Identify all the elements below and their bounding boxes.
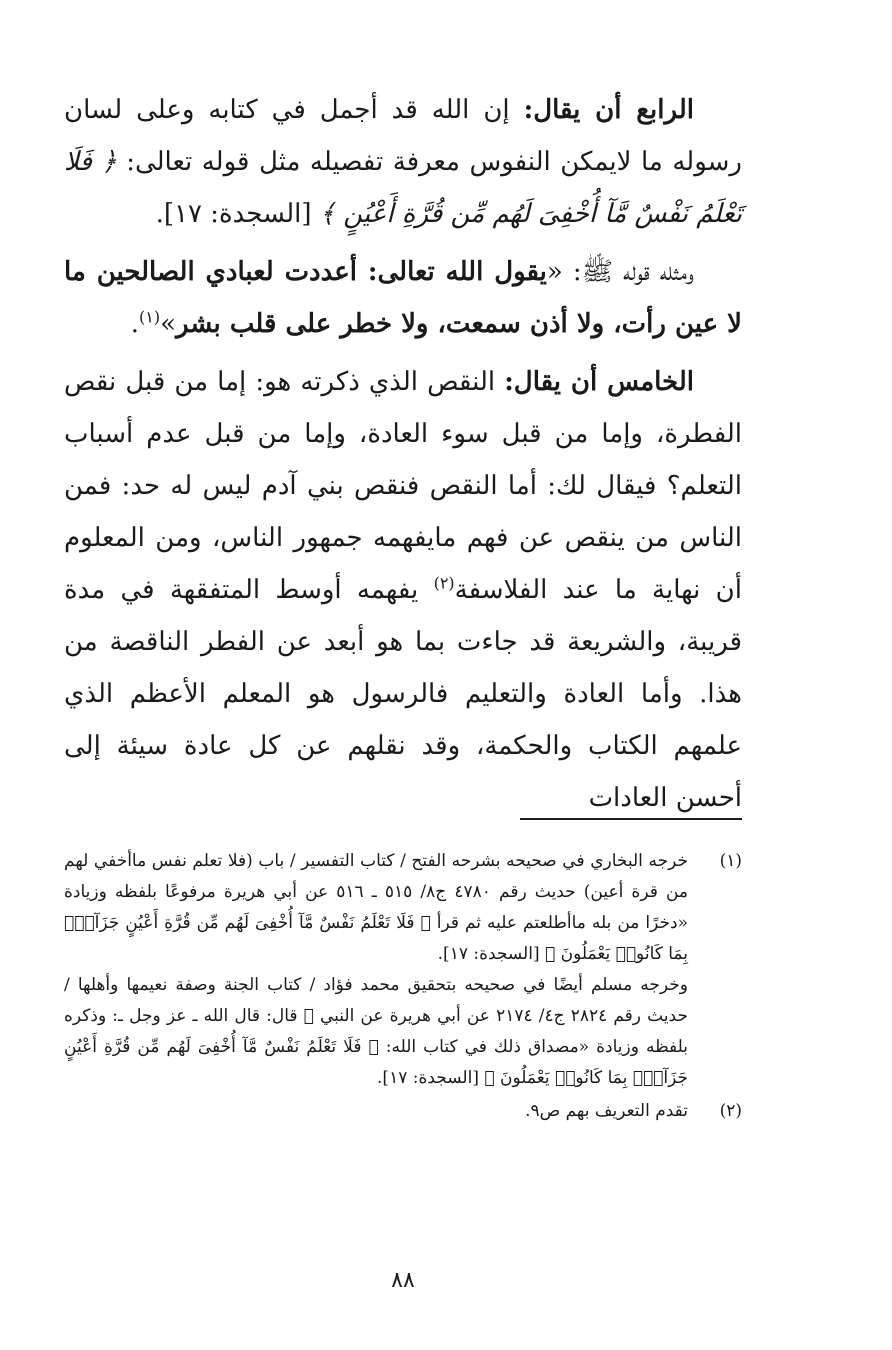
footnote-1	[64, 846, 742, 1094]
footnote-text: خرجه البخاري في صحيحه بشرحه الفتح / كتاب التفسير / باب (فلا تعلم نفس ماأخفي لهم من قرة أعين) حديث رقم ٤٧٨٠ ج٨/ ٥١٥ ـ ٥١٦ عن أبي هريرة مرفوعًا بلفظه وزيادة «دخرًا من بله ماأطلعتم عليه ثم قرأ ﴿ فَلَا تَعْلَمُ نَفْسٌ مَّآ أُخْفِىَ لَهُم مِّن قُرَّةِ أَعْيُنٍ جَزَآءًۢ بِمَا كَانُوا۟ يَعْمَلُونَ ﴾ [السجدة: ١٧].	[64, 851, 688, 964]
paragraph-fifth	[64, 356, 742, 824]
paragraph-lead: الخامس أن يقال:	[504, 367, 694, 397]
paragraph-text: النقص الذي ذكرته هو: إما من قبل نقص الفطرة، وإما من قبل سوء العادة، وإما من قبل عدم أسباب التعلم؟ فيقال لك: أما النقص فنقص بني آدم ليس له حد: فمن الناس من ينقص عن فهم مايفهمه جمهور الناس، ومن المعلوم أن نهاية ما عند الفلاسفة	[64, 367, 742, 605]
hadith-intro: ومثله قوله ﷺ: «	[546, 257, 694, 287]
footnote-divider	[520, 818, 742, 820]
main-text	[64, 84, 742, 830]
footnote-number: (٢)	[719, 1101, 742, 1121]
quran-verse: ﴿ فَلَا تَعْلَمُ نَفْسٌ مَّآ أُخْفِىَ لَهُم مِّن قُرَّةِ أَعْيُنٍ ﴾	[64, 147, 742, 229]
footnote-text-continued: وخرجه مسلم أيضًا في صحيحه بتحقيق محمد فؤاد / كتاب الجنة وصفة نعيمها وأهلها / حديث رقم ٢٨٢٤ ج٤/ ٢١٧٤ عن أبي هريرة عن النبي ﷺ قال: قال الله ـ عز وجل ـ: وذكره بلفظه وزيادة «مصداق ذلك في كتاب الله: ﴿ فَلَا تَعْلَمُ نَفْسٌ مَّآ أُخْفِىَ لَهُم مِّن قُرَّةِ أَعْيُنٍ جَزَآءًۢ بِمَا كَانُوا۟ يَعْمَلُونَ ﴾ [السجدة: ١٧].	[64, 975, 688, 1088]
paragraph-hadith	[64, 246, 742, 350]
hadith-quote: يقول الله تعالى: أعددت لعبادي الصالحين ما لا عين رأت، ولا أذن سمعت، ولا خطر على قلب بشر	[64, 257, 742, 339]
footnote-ref-2[interactable]: (٢)	[433, 573, 455, 593]
footnote-text: تقدم التعريف بهم ص٩.	[525, 1101, 688, 1121]
hadith-end: .	[130, 309, 139, 339]
footnote-number: (١)	[719, 851, 742, 871]
book-page	[64, 0, 742, 1350]
paragraph-text: إن الله قد أجمل في كتابه وعلى لسان رسوله ما لايمكن النفوس معرفة تفصيله مثل قوله تعالى:	[64, 95, 742, 177]
hadith-close: »	[160, 309, 177, 339]
paragraph-fourth	[64, 84, 742, 240]
footnote-2	[64, 1096, 742, 1127]
verse-reference: [السجدة: ١٧].	[155, 199, 320, 229]
paragraph-lead: الرابع أن يقال:	[523, 95, 694, 125]
footnote-ref-1[interactable]: (١)	[139, 307, 161, 327]
page-number: ٨٨	[391, 1268, 415, 1293]
paragraph-text-continued: يفهمه أوسط المتفقهة في مدة قريبة، والشريعة قد جاءت بما هو أبعد عن الفطر الناقصة من هذا. وأما العادة والتعليم فالرسول هو المعلم الأعظم الذي علمهم الكتاب والحكمة، وقد نقلهم عن كل عادة سيئة إلى أحسن العادات	[64, 575, 742, 813]
footnotes	[64, 846, 742, 1129]
